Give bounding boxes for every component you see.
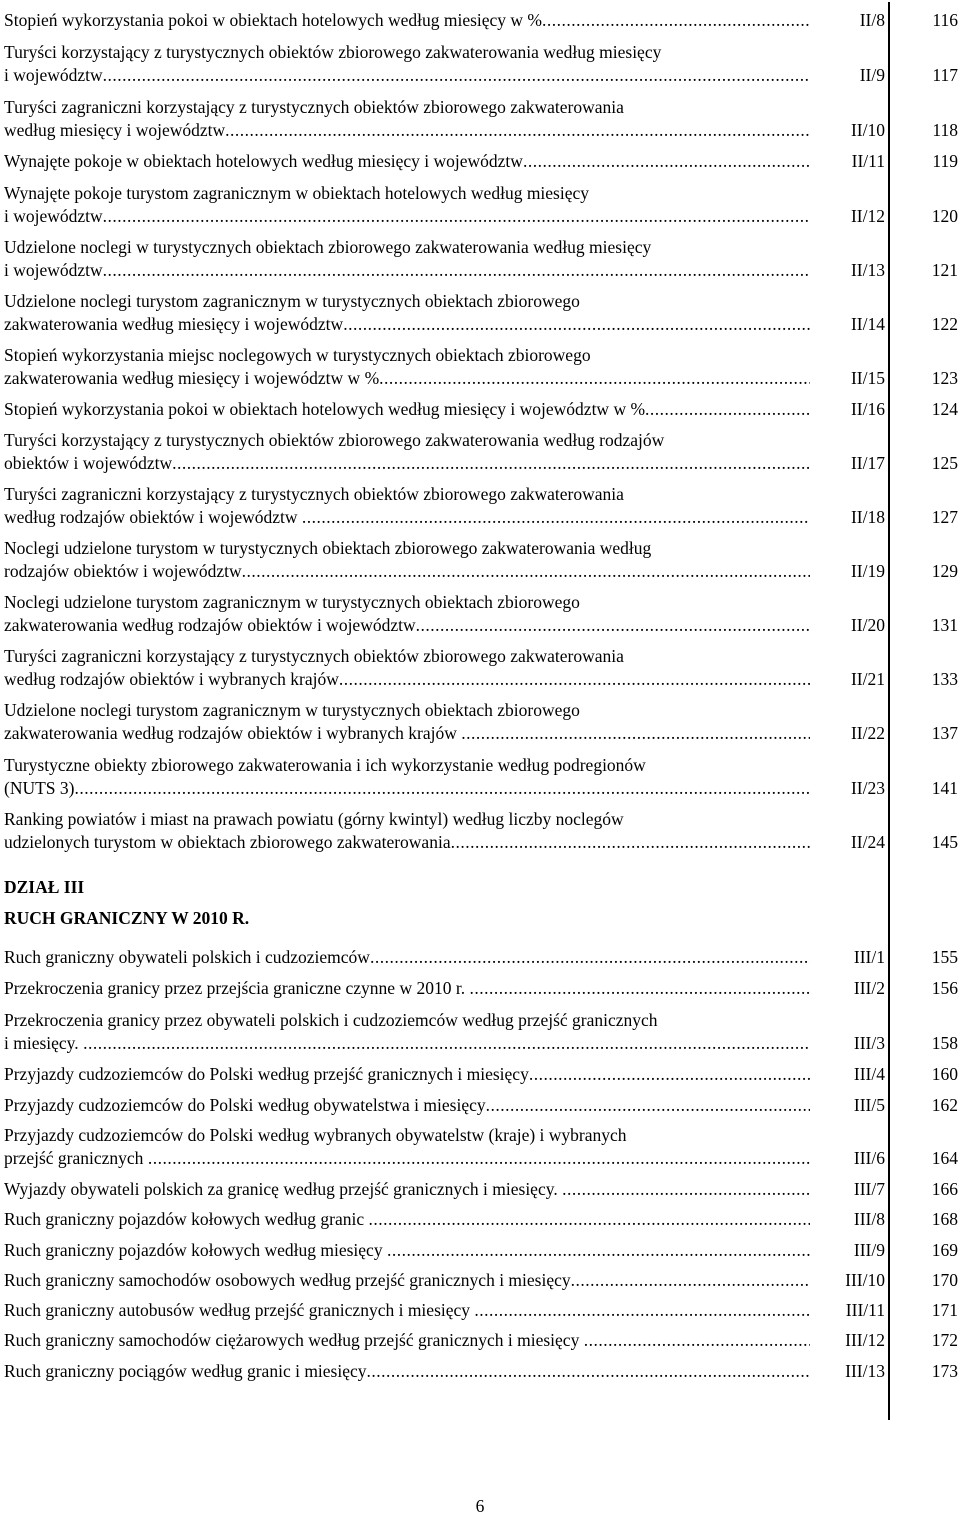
table-number: III/2 — [853, 978, 885, 998]
toc-entry[interactable] — [4, 1299, 960, 1321]
toc-entry-title-leader — [4, 64, 810, 86]
toc-entry-title-leader — [4, 1178, 810, 1200]
toc-entry[interactable] — [4, 290, 960, 335]
toc-entry-title-leader — [4, 506, 810, 528]
toc-entry-title-line: zakwaterowania według miesięcy i województw ..... — [4, 314, 810, 334]
page-ref: 141 — [931, 778, 958, 798]
page-ref: 121 — [931, 260, 958, 280]
page-ref: 125 — [931, 453, 958, 473]
toc-entry-title-leader — [4, 977, 810, 999]
table-number: III/9 — [853, 1240, 885, 1260]
page-ref: 116 — [932, 10, 958, 30]
toc-entry-title-line: zakwaterowania według rodzajów obiektów i wybranych krajów ..... — [4, 723, 810, 743]
table-number: II/18 — [850, 507, 885, 527]
toc-entry-title-leader — [4, 398, 810, 420]
toc-entry-title-line: Przyjazdy cudzoziemców do Polski według obywatelstwa i miesięcy ..... — [4, 1095, 810, 1115]
table-number: II/10 — [850, 120, 885, 140]
toc-entry-title-line: Stopień wykorzystania miejsc noclegowych w turystycznych obiektach zbiorowego — [4, 345, 591, 365]
toc-entry[interactable] — [4, 1178, 960, 1200]
toc-entry-title-line: i województw ..... — [4, 260, 810, 280]
toc-entry-title-leader — [4, 150, 810, 172]
toc-entry[interactable] — [4, 1094, 960, 1116]
toc-entry-title-leader — [4, 1299, 810, 1321]
toc-entry-title-line: Ruch graniczny pojazdów kołowych według granic ..... — [4, 1209, 810, 1229]
toc-entry-title-line: zakwaterowania według rodzajów obiektów i województw ..... — [4, 615, 810, 635]
table-number: III/8 — [853, 1209, 885, 1229]
toc-entry[interactable] — [4, 1269, 960, 1291]
toc-entry-title-line: Ruch graniczny samochodów osobowych według przejść granicznych i miesięcy ..... — [4, 1270, 810, 1290]
toc-entry-title-line: Przyjazdy cudzoziemców do Polski według wybranych obywatelstw (kraje) i wybranych — [4, 1125, 627, 1145]
toc-entry-title-line: Turyści korzystający z turystycznych obiektów zbiorowego zakwaterowania według miesięcy — [4, 42, 662, 62]
toc-entry[interactable] — [4, 754, 960, 799]
toc-entry-title-leader — [4, 452, 810, 474]
toc-entry-title-line: Stopień wykorzystania pokoi w obiektach hotelowych według miesięcy w % ..... — [4, 10, 810, 30]
page-ref: 118 — [932, 120, 958, 140]
toc-entry[interactable] — [4, 1208, 960, 1230]
toc-entry-title-leader — [4, 722, 810, 744]
table-number: II/20 — [850, 615, 885, 635]
toc-entry-title-line: Turyści zagraniczni korzystający z turystycznych obiektów zbiorowego zakwaterowania — [4, 646, 624, 666]
page-ref: 155 — [931, 947, 958, 967]
toc-entry-title-leader — [4, 1239, 810, 1261]
toc-entry-title-leader — [4, 1063, 810, 1085]
table-number: II/11 — [851, 151, 885, 171]
toc-entry-title-line: rodzajów obiektów i województw ..... — [4, 561, 810, 581]
table-number: II/19 — [850, 561, 885, 581]
section-title: DZIAŁ III — [4, 877, 85, 897]
toc-entry-title-leader — [4, 1329, 810, 1351]
toc-entry[interactable] — [4, 150, 960, 172]
page-ref: 169 — [931, 1240, 958, 1260]
toc-entry-title-line: zakwaterowania według miesięcy i województw w % ..... — [4, 368, 810, 388]
toc-entry[interactable] — [4, 1329, 960, 1351]
toc-entry[interactable] — [4, 182, 960, 227]
table-number: III/12 — [845, 1330, 885, 1350]
toc-entry-title-leader — [4, 946, 810, 968]
page-ref: 131 — [931, 615, 958, 635]
toc-entry[interactable] — [4, 808, 960, 853]
page-ref: 173 — [931, 1361, 958, 1381]
toc-entry[interactable] — [4, 1124, 960, 1169]
toc-entry-title-leader — [4, 1208, 810, 1230]
table-number: II/8 — [859, 10, 885, 30]
table-number: II/14 — [850, 314, 885, 334]
table-number: II/22 — [850, 723, 885, 743]
toc-entry-title-leader — [4, 831, 810, 853]
toc-entry[interactable] — [4, 645, 960, 690]
toc-entry[interactable] — [4, 96, 960, 141]
toc-entry[interactable] — [4, 537, 960, 582]
toc-entry-title-line: Udzielone noclegi w turystycznych obiektach zbiorowego zakwaterowania według miesięcy — [4, 237, 652, 257]
page-ref: 127 — [931, 507, 958, 527]
table-number: II/12 — [850, 206, 885, 226]
toc-entry-title-line: Ruch graniczny pociągów według granic i miesięcy ..... — [4, 1361, 810, 1381]
page-ref: 170 — [931, 1270, 958, 1290]
toc-entry-title-line: Przyjazdy cudzoziemców do Polski według przejść granicznych i miesięcy ..... — [4, 1064, 810, 1084]
page-ref: 133 — [931, 669, 958, 689]
toc-entry-title-leader — [4, 1147, 810, 1169]
table-number: III/10 — [845, 1270, 885, 1290]
toc-entry-title-line: udzielonych turystom w obiektach zbiorowego zakwaterowania ..... — [4, 832, 810, 852]
toc-entry-title-line: Wynajęte pokoje w obiektach hotelowych według miesięcy i województw ..... — [4, 151, 810, 171]
toc-entry-title-line: Przekroczenia granicy przez obywateli polskich i cudzoziemców według przejść granicznych — [4, 1010, 658, 1030]
toc-entry-title-line: Wyjazdy obywateli polskich za granicę według przejść granicznych i miesięcy. ..... — [4, 1179, 810, 1199]
page-ref: 117 — [932, 65, 958, 85]
table-number: II/24 — [850, 832, 885, 852]
table-number: III/1 — [853, 947, 885, 967]
toc-entry-title-leader — [4, 668, 810, 690]
table-number: III/13 — [845, 1361, 885, 1381]
table-number: II/21 — [850, 669, 885, 689]
toc-entry-title-leader — [4, 367, 810, 389]
toc-entry[interactable] — [4, 344, 960, 389]
toc-entry-title-line: i województw ..... — [4, 206, 810, 226]
toc-entry[interactable] — [4, 1239, 960, 1261]
page-ref: 145 — [931, 832, 958, 852]
toc-entry-title-line: Ruch graniczny autobusów według przejść granicznych i miesięcy ..... — [4, 1300, 810, 1320]
table-number: II/17 — [850, 453, 885, 473]
toc-entry-title-leader — [4, 259, 810, 281]
toc-entry-title-leader — [4, 119, 810, 141]
page-ref: 123 — [931, 368, 958, 388]
toc-entry-title-leader — [4, 1269, 810, 1291]
toc-entry-title-leader — [4, 1032, 810, 1054]
toc-entry[interactable] — [4, 1360, 960, 1382]
toc-entry-title-line: Udzielone noclegi turystom zagranicznym w turystycznych obiektach zbiorowego — [4, 291, 580, 311]
toc-entry[interactable] — [4, 699, 960, 744]
toc-entry-title-line: Ruch graniczny samochodów ciężarowych według przejść granicznych i miesięcy ..... — [4, 1330, 810, 1350]
toc-entry-title-leader — [4, 9, 810, 31]
page-ref: 124 — [931, 399, 958, 419]
page-ref: 162 — [931, 1095, 958, 1115]
toc-entry[interactable] — [4, 41, 960, 86]
toc-entry-title-line: Turyści zagraniczni korzystający z turystycznych obiektów zbiorowego zakwaterowania — [4, 97, 624, 117]
table-number: III/4 — [853, 1064, 885, 1084]
toc-entry[interactable] — [4, 1009, 960, 1054]
toc-entry-title-leader — [4, 205, 810, 227]
page-ref: 160 — [931, 1064, 958, 1084]
toc-entry-title-line: Ruch graniczny pojazdów kołowych według miesięcy ..... — [4, 1240, 810, 1260]
toc-entry-title-line: Turystyczne obiekty zbiorowego zakwaterowania i ich wykorzystanie według podregionów — [4, 755, 646, 775]
toc-entry[interactable] — [4, 483, 960, 528]
table-number: III/7 — [853, 1179, 885, 1199]
toc-entry[interactable] — [4, 946, 960, 968]
toc-entry-title-line: i województw ..... — [4, 65, 810, 85]
page-ref: 120 — [931, 206, 958, 226]
page-ref: 166 — [931, 1179, 958, 1199]
toc-entry-title-leader — [4, 560, 810, 582]
toc-entry[interactable] — [4, 9, 960, 31]
toc-entry-title-line: według rodzajów obiektów i województw ..... — [4, 507, 810, 527]
toc-entry-title-line: Udzielone noclegi turystom zagranicznym w turystycznych obiektach zbiorowego — [4, 700, 580, 720]
toc-entry-title-line: według miesięcy i województw ..... — [4, 120, 810, 140]
page-ref: 122 — [931, 314, 958, 334]
table-number: III/11 — [845, 1300, 885, 1320]
toc-entry[interactable] — [4, 398, 960, 420]
toc-entry-title-leader — [4, 614, 810, 636]
toc-entry-title-line: Wynajęte pokoje turystom zagranicznym w obiektach hotelowych według miesięcy — [4, 183, 590, 203]
page-ref: 168 — [931, 1209, 958, 1229]
toc-entry-title-line: Turyści korzystający z turystycznych obiektów zbiorowego zakwaterowania według rodzajów — [4, 430, 665, 450]
toc-entry-title-line: obiektów i województw ..... — [4, 453, 810, 473]
toc-entry[interactable] — [4, 1063, 960, 1085]
toc-entry-title-line: Przekroczenia granicy przez przejścia graniczne czynne w 2010 r. ..... — [4, 978, 810, 998]
toc-entry-title-line: Ranking powiatów i miast na prawach powiatu (górny kwintyl) według liczby noclegów — [4, 809, 624, 829]
toc-entry-title-line: i miesięcy. ..... — [4, 1033, 810, 1053]
table-number: II/23 — [850, 778, 885, 798]
page-ref: 119 — [932, 151, 958, 171]
page-ref: 156 — [931, 978, 958, 998]
toc-entry-title-line: (NUTS 3) ..... — [4, 778, 810, 798]
toc-entry[interactable] — [4, 591, 960, 636]
toc-entry-title-leader — [4, 1094, 810, 1116]
table-number: II/15 — [850, 368, 885, 388]
page-ref: 137 — [931, 723, 958, 743]
toc-entry-title-line: Ruch graniczny obywateli polskich i cudzoziemców ..... — [4, 947, 810, 967]
page-ref: 172 — [931, 1330, 958, 1350]
toc-entry-title-leader — [4, 777, 810, 799]
table-number: III/3 — [853, 1033, 885, 1053]
toc-entry-title-leader — [4, 313, 810, 335]
toc-entry-title-line: Turyści zagraniczni korzystający z turystycznych obiektów zbiorowego zakwaterowania — [4, 484, 624, 504]
toc-entry-title-line: według rodzajów obiektów i wybranych krajów ..... — [4, 669, 810, 689]
page-ref: 171 — [931, 1300, 958, 1320]
table-number: II/9 — [859, 65, 885, 85]
toc-entry[interactable] — [4, 429, 960, 474]
page-ref: 129 — [931, 561, 958, 581]
toc-entry-title-line: Stopień wykorzystania pokoi w obiektach hotelowych według miesięcy i województw w % ..... — [4, 399, 810, 419]
table-number: III/5 — [853, 1095, 885, 1115]
toc-entry-title-leader — [4, 1360, 810, 1382]
toc-entry-title-line: Noclegi udzielone turystom zagranicznym w turystycznych obiektach zbiorowego — [4, 592, 580, 612]
table-number: II/13 — [850, 260, 885, 280]
table-number: III/6 — [853, 1148, 885, 1168]
toc-entry[interactable] — [4, 977, 960, 999]
toc-entry-title-line: przejść granicznych ..... — [4, 1148, 810, 1168]
section-subtitle: RUCH GRANICZNY W 2010 R. — [4, 908, 250, 928]
page-ref: 158 — [931, 1033, 958, 1053]
page-number: 6 — [475, 1496, 485, 1516]
toc-entry[interactable] — [4, 236, 960, 281]
toc-entry-title-line: Noclegi udzielone turystom w turystycznych obiektach zbiorowego zakwaterowania według — [4, 538, 652, 558]
table-number: II/16 — [850, 399, 885, 419]
page-ref: 164 — [931, 1148, 958, 1168]
